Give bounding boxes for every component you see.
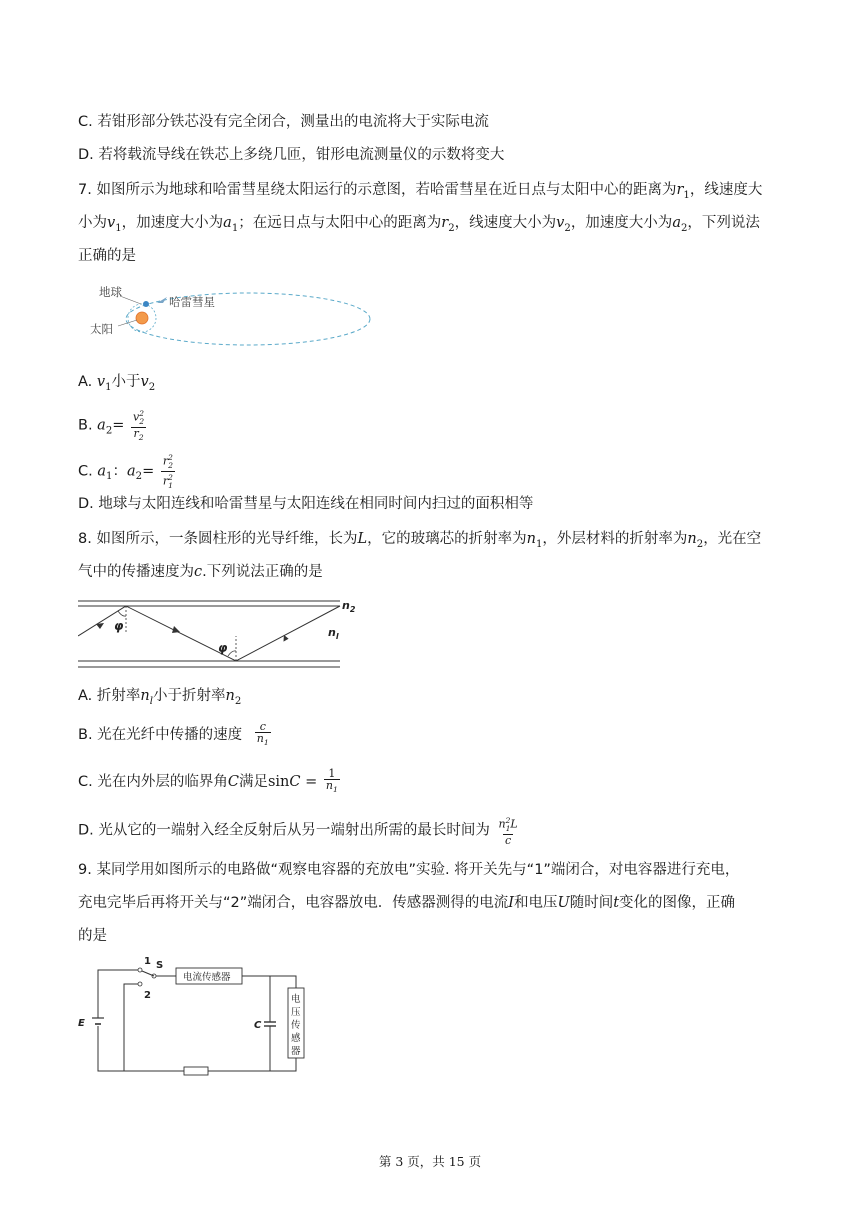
q8-option-d: D. 光从它的一端射入经全反射后从另一端射出所需的最长时间为 $\frac{n_1^2L}{c}$ xyxy=(78,816,518,847)
q7-stem-line1: 7. 如图所示为地球和哈雷彗星绕太阳运行的示意图，若哈雷彗星在近日点与太阳中心的距离为$r_1$，线速度大 xyxy=(78,182,763,201)
phi-label-1: φ xyxy=(114,619,124,633)
q7-orbit-diagram xyxy=(85,276,385,346)
q7-stem-line2: 小为$v_1$，加速度大小为$a_1$；在远日点与太阳中心的距离为$r_2$，线速度大小为$v_2$，加速度大小为$a_2$，下列说法 xyxy=(78,215,760,234)
earth-label: 地球 xyxy=(99,285,122,299)
q6-option-d: D. 若将载流导线在铁芯上多绕几匝，钳形电流测量仪的示数将变大 xyxy=(78,147,505,163)
resistor-icon xyxy=(184,1067,208,1075)
q7-stem-line3: 正确的是 xyxy=(78,248,136,264)
q8-option-c: C. 光在内外层的临界角C满足sinC = $\frac{1}{n_1}$ xyxy=(78,767,338,795)
q6-option-c: C. 若钳形部分铁芯没有完全闭合，测量出的电流将大于实际电流 xyxy=(78,114,489,130)
voltage-sensor-char-5: 器 xyxy=(291,1046,301,1057)
terminal-1-label: 1 xyxy=(144,956,151,967)
battery-label: E xyxy=(78,1018,85,1029)
q9-stem-line1: 9. 某同学用如图所示的电路做“观察电容器的充放电”实验. 将开关先与“1”端闭合，对电容器进行充电， xyxy=(78,862,740,878)
switch-label: S xyxy=(156,960,164,971)
phi-label-2: φ xyxy=(218,641,228,655)
capacitor-label: C xyxy=(254,1020,262,1031)
q7-option-d: D. 地球与太阳连线和哈雷彗星与太阳连线在相同时间内扫过的面积相等 xyxy=(78,496,534,512)
terminal-2-label: 2 xyxy=(144,990,151,1001)
q9-stem-line2: 充电完毕后再将开关与“2”端闭合，电容器放电．传感器测得的电流I和电压U随时间t变化的图像，正确 xyxy=(78,895,736,911)
comet-label: 哈雷彗星 xyxy=(169,295,215,309)
q7-option-a: A. $v_1$小于$v_2$ xyxy=(78,374,156,393)
n2-label: $n_2$ xyxy=(342,599,356,614)
q8-option-a: A. 折射率$n_l$小于折射率$n_2$ xyxy=(78,688,242,707)
current-sensor-label: 电流传感器 xyxy=(183,972,231,983)
switch-blade xyxy=(142,971,154,976)
voltage-sensor-char-3: 传 xyxy=(291,1020,301,1031)
q8-stem-line2: 气中的传播速度为c.下列说法正确的是 xyxy=(78,564,323,580)
voltage-sensor-char-2: 压 xyxy=(291,1007,301,1018)
q9-stem-line3: 的是 xyxy=(78,928,107,944)
n1-label: $n_l$ xyxy=(328,626,339,641)
page-footer: 第 3 页，共 15 页 xyxy=(378,1154,482,1169)
q8-fiber-diagram xyxy=(78,596,360,678)
earth-icon xyxy=(143,301,149,307)
voltage-sensor-char-1: 电 xyxy=(291,994,301,1005)
voltage-sensor-char-4: 感 xyxy=(291,1033,301,1044)
sun-icon xyxy=(136,312,148,324)
q7-option-b: B. $a_2=$ $\frac{v_2^2}{r_2}$ xyxy=(78,409,145,443)
q9-circuit-diagram xyxy=(74,954,314,1078)
sun-label: 太阳 xyxy=(90,322,113,336)
q7-option-c: C. $a_1$：$a_2=$ $\frac{r_2^2}{r_1^2}$ xyxy=(78,453,173,490)
q8-stem-line1: 8. 如图所示，一条圆柱形的光导纤维，长为L，它的玻璃芯的折射率为$n_1$，外层材料的折射率为$n_2$，光在空 xyxy=(78,531,762,550)
q8-option-b: B. 光在光纤中传播的速度 $\frac{c}{n_1}$ xyxy=(78,720,269,748)
light-ray xyxy=(78,606,340,661)
